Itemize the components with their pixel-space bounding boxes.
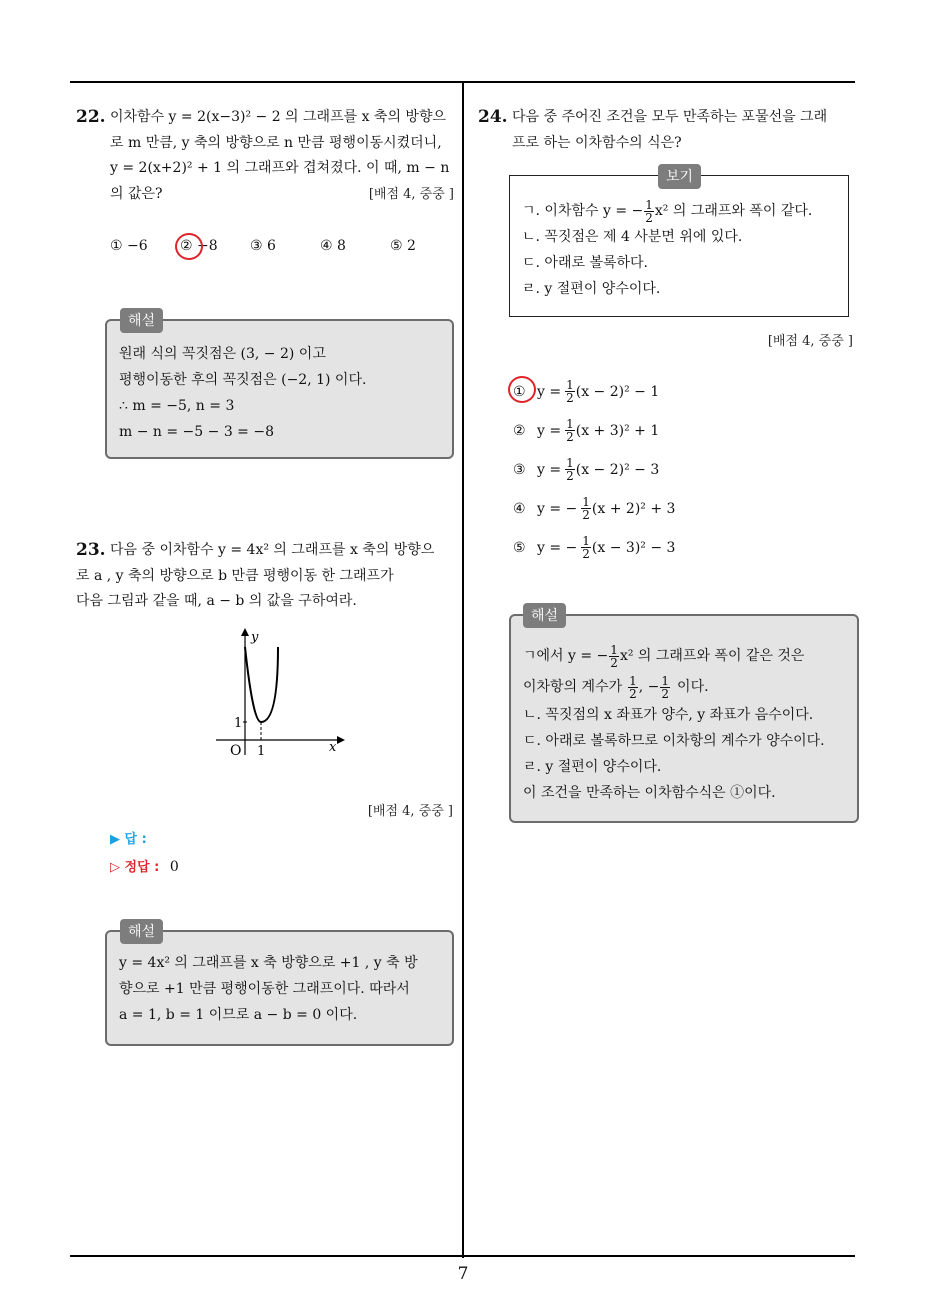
question-line: 이차함수 y = 2(x−3)² − 2 의 그래프를 x 축의 방향으 xyxy=(110,109,446,125)
question-line: 다음 중 이차함수 y = 4x² 의 그래프를 x 축의 방향으 xyxy=(110,542,435,558)
bogi-tag: 보기 xyxy=(658,164,701,189)
solution-line: 평행이동한 후의 꼭짓점은 (−2, 1) 이다. xyxy=(119,372,367,388)
question-number: 24. xyxy=(478,107,508,127)
solution-line: 이 조건을 만족하는 이차함수식은 ①이다. xyxy=(523,785,776,801)
bogi-item: ㄱ. 이차함수 y = − $\frac{1}{2}$ x² 의 그래프와 폭이 같다. xyxy=(522,197,813,225)
solution-line: ㄹ. y 절편이 양수이다. xyxy=(523,759,662,775)
question-number: 22. xyxy=(76,107,106,127)
solution-box-22 xyxy=(105,319,454,459)
solution-line: 원래 식의 꼭짓점은 (3, − 2) 이고 xyxy=(119,346,326,362)
choice-3[interactable]: ③ y = $\frac{1}{2}$ (x − 2)² − 3 xyxy=(513,456,660,483)
answer-field[interactable] xyxy=(110,828,147,847)
bogi-item: ㄹ. y 절편이 양수이다. xyxy=(522,281,661,297)
choice-4[interactable]: ④ y = − $\frac{1}{2}$ (x + 2)² + 3 xyxy=(513,495,676,522)
x-axis-arrow xyxy=(337,736,345,744)
correct-answer xyxy=(110,856,179,875)
bogi-item: ㄴ. 꼭짓점은 제 4 사분면 위에 있다. xyxy=(522,229,743,245)
choice-3[interactable]: ③ 6 xyxy=(250,238,276,254)
solution-tag: 해설 xyxy=(120,308,163,333)
solution-line: 향으로 +1 만큼 평행이동한 그래프이다. 따라서 xyxy=(119,981,410,997)
solution-box-23 xyxy=(105,930,454,1046)
score-label: [배점 4, 중중 ] xyxy=(767,334,853,349)
question-22 xyxy=(76,105,454,207)
choice-5[interactable]: ⑤ 2 xyxy=(390,238,416,254)
selected-answer-mark xyxy=(175,233,203,260)
page-number: 7 xyxy=(457,1264,469,1284)
question-line: 로 m 만큼, y 축의 방향으로 n 만큼 평행이동시켰더니, xyxy=(110,134,442,151)
question-24 xyxy=(478,105,858,156)
question-line: 다음 그림과 같을 때, a − b 의 값을 구하여라. xyxy=(76,593,357,609)
question-line: y = 2(x+2)² + 1 의 그래프와 겹쳐졌다. 이 때, m − n xyxy=(110,160,450,176)
bogi-item: ㄷ. 아래로 볼록하다. xyxy=(522,255,648,271)
choice-4[interactable]: ④ 8 xyxy=(320,238,346,254)
choice-1[interactable]: ① y = $\frac{1}{2}$ (x − 2)² − 1 xyxy=(513,378,660,405)
bogi-box xyxy=(509,175,849,317)
parabola-curve xyxy=(245,647,278,722)
solution-line: 이차항의 계수가 $\frac{1}{2}$ , − $\frac{1}{2}$ 이다. xyxy=(523,673,709,701)
correct-value: 0 xyxy=(169,859,179,875)
solution-tag: 해설 xyxy=(120,919,163,944)
solution-line: ㄱ에서 y = − $\frac{1}{2}$ x² 의 그래프와 폭이 같은 것은 xyxy=(523,642,805,670)
x-axis-label: x xyxy=(329,740,337,755)
selected-answer-mark xyxy=(508,376,536,403)
correct-label: ▷ 정답 : xyxy=(110,860,160,875)
solution-line: m − n = −5 − 3 = −8 xyxy=(119,424,274,440)
answer-label: ▶ 답 : xyxy=(110,832,147,847)
question-line: 다음 중 주어진 조건을 모두 만족하는 포물선을 그래 xyxy=(512,109,828,125)
origin-label: O xyxy=(230,743,242,759)
solution-line: ㄴ. 꼭짓점의 x 좌표가 양수, y 좌표가 음수이다. xyxy=(523,707,814,723)
y-axis-label: y xyxy=(251,630,259,645)
bottom-rule xyxy=(70,1255,855,1257)
parabola-graph xyxy=(210,625,350,760)
choice-2[interactable]: ② −8 xyxy=(180,238,218,254)
column-divider xyxy=(462,82,464,1258)
y-tick-label: 1 xyxy=(234,716,243,731)
solution-box-24 xyxy=(509,614,859,823)
solution-tag: 해설 xyxy=(523,603,566,628)
question-line: 프로 하는 이차함수의 식은? xyxy=(512,134,682,151)
choices-24 xyxy=(513,372,813,567)
x-tick-label: 1 xyxy=(257,744,266,759)
question-line: 로 a , y 축의 방향으로 b 만큼 평행이동 한 그래프가 xyxy=(76,567,394,584)
choice-2[interactable]: ② y = $\frac{1}{2}$ (x + 3)² + 1 xyxy=(513,417,660,444)
question-number: 23. xyxy=(76,540,106,560)
choice-5[interactable]: ⑤ y = − $\frac{1}{2}$ (x − 3)² − 3 xyxy=(513,534,676,561)
solution-line: ∴ m = −5, n = 3 xyxy=(119,398,235,414)
solution-line: a = 1, b = 1 이므로 a − b = 0 이다. xyxy=(119,1007,358,1023)
solution-line: ㄷ. 아래로 볼록하므로 이차항의 계수가 양수이다. xyxy=(523,733,825,749)
y-axis-arrow xyxy=(241,628,249,636)
score-label: [배점 4, 중중 ] xyxy=(367,804,453,819)
solution-line: y = 4x² 의 그래프를 x 축 방향으로 +1 , y 축 방 xyxy=(119,955,418,971)
question-line: 의 값은? xyxy=(110,185,163,202)
score-label: [배점 4, 중중 ] xyxy=(368,186,454,202)
question-23 xyxy=(76,538,454,615)
choice-1[interactable]: ① −6 xyxy=(110,238,148,254)
